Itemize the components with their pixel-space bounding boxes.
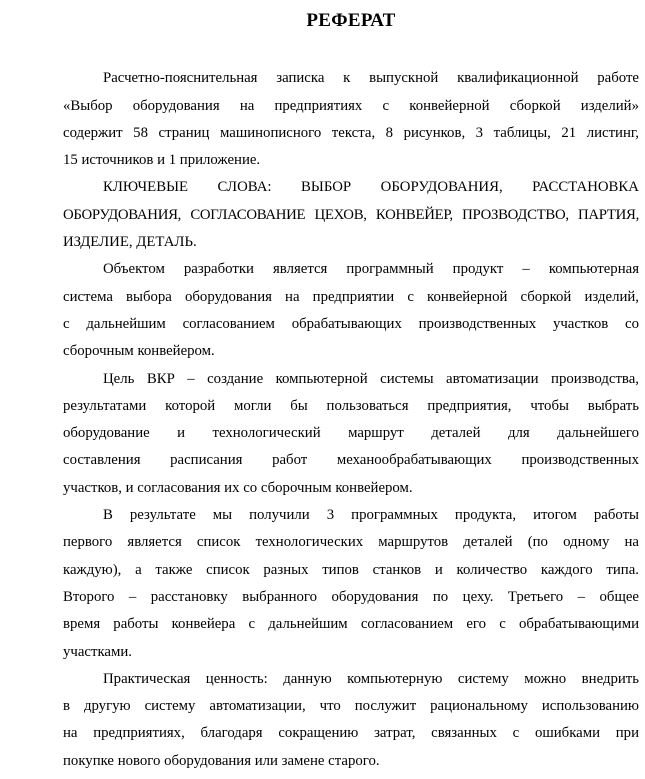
text-line: Объектом разработки является программный продукт – компьютерная <box>103 261 639 278</box>
text-line: оборудование и технологический маршрут деталей для дальнейшего <box>63 425 639 442</box>
text-line: Расчетно-пояснительная записка к выпускной квалификационной работе <box>103 70 639 87</box>
text-line: Второго – расстановку выбранного оборудования по цеху. Третьего – общее <box>63 588 639 605</box>
paragraph <box>63 65 639 174</box>
paragraph <box>63 256 639 365</box>
text-line: составления расписания работ механообрабатывающих производственных <box>63 452 639 469</box>
paragraph <box>63 502 639 666</box>
text-line: Практическая ценность: данную компьютерную систему можно внедрить <box>103 670 639 687</box>
text-line: с дальнейшим согласованием обрабатывающих производственных участков со <box>63 315 639 332</box>
paragraph <box>63 666 639 775</box>
text-line: «Выбор оборудования на предприятиях с конвейерной сборкой изделий» <box>63 97 639 114</box>
text-line: КЛЮЧЕВЫЕ СЛОВА: ВЫБОР ОБОРУДОВАНИЯ, РАССТАНОВКА <box>103 179 639 196</box>
document-title: РЕФЕРАТ <box>306 10 396 31</box>
text-line: в другую систему автоматизации, что послужит рациональному использованию <box>63 698 639 715</box>
text-line: Цель ВКР – создание компьютерной системы автоматизации производства, <box>103 370 639 387</box>
text-line: сборочным конвейером. <box>63 343 215 360</box>
text-line: первого является список технологических маршрутов деталей (по одному на <box>63 534 639 551</box>
text-line: на предприятиях, благодаря сокращению затрат, связанных с ошибками при <box>63 725 639 742</box>
text-line: ОБОРУДОВАНИЯ, СОГЛАСОВАНИЕ ЦЕХОВ, КОНВЕЙЕР, ПРОЗВОДСТВО, ПАРТИЯ, <box>63 206 639 223</box>
text-line: 15 источников и 1 приложение. <box>63 152 261 169</box>
text-line: содержит 58 страниц машинописного текста, 8 рисунков, 3 таблицы, 21 листинг, <box>63 124 639 141</box>
text-line: участками. <box>63 643 132 660</box>
text-line: В результате мы получили 3 программных продукта, итогом работы <box>103 507 639 524</box>
text-line: покупке нового оборудования или замене старого. <box>63 752 380 769</box>
text-line: участков, и согласования их со сборочным конвейером. <box>63 479 413 496</box>
paragraph <box>63 366 639 502</box>
text-line: результатами которой могли бы пользоваться предприятия, чтобы выбрать <box>63 397 639 414</box>
text-line: ИЗДЕЛИЕ, ДЕТАЛЬ. <box>63 234 197 251</box>
paragraph <box>63 174 639 256</box>
document-body <box>63 65 639 775</box>
text-line: время работы конвейера с дальнейшим согласованием его с обрабатывающими <box>63 616 639 633</box>
text-line: система выбора оборудования на предприятии с конвейерной сборкой изделий, <box>63 288 639 305</box>
text-line: каждую), а также список разных типов станков и количество каждого типа. <box>63 561 639 578</box>
